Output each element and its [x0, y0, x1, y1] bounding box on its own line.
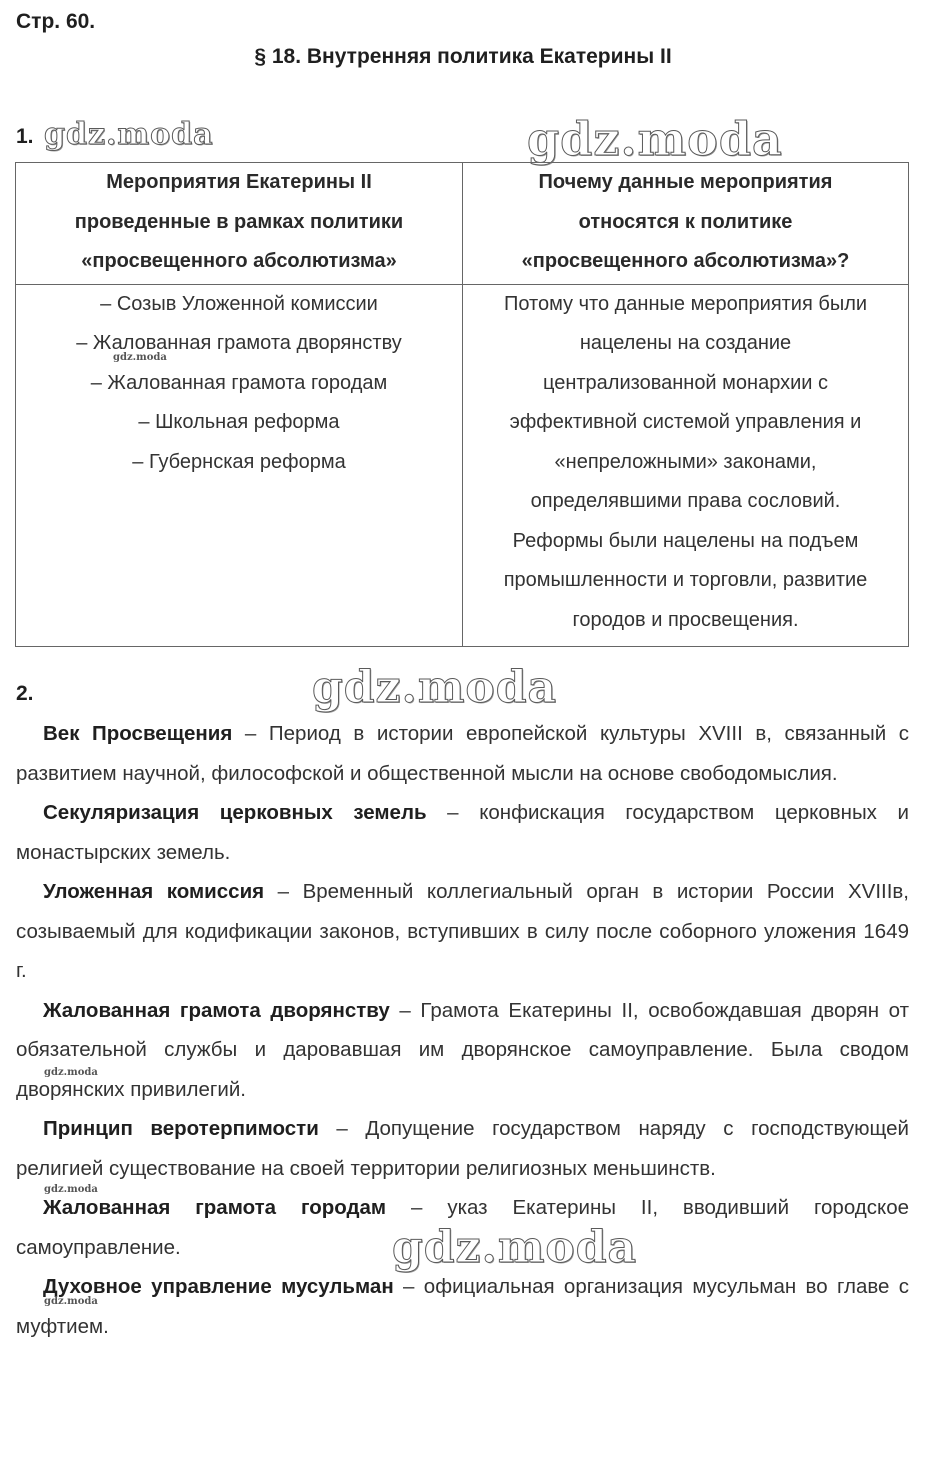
watermark: gdz.moda	[527, 112, 783, 166]
definition-term: Духовное управление мусульман	[43, 1275, 394, 1298]
header-line: «просвещенного абсолютизма»	[81, 250, 397, 272]
definition-item	[16, 1109, 909, 1188]
watermark: gdz.moda	[392, 1222, 638, 1273]
definition-text: – указ Екатерины II, вводивший городское самоуправление.	[16, 1196, 909, 1259]
explanation-line: Потому что данные мероприятия были	[503, 292, 868, 315]
definition-item	[16, 793, 909, 872]
definition-text: – конфискация государством церковных и монастырских земель.	[16, 801, 909, 864]
definition-item	[16, 714, 909, 793]
definition-item	[16, 872, 909, 991]
list-item: – Губернская реформа	[132, 450, 346, 473]
definition-text: – Допущение государством наряду с господствующей религией существование на своей территории религиозных меньшинств.	[16, 1117, 909, 1180]
definition-text: – Грамота Екатерины II, освобождавшая дворян от обязательной службы и даровавшая им дворянское самоуправление. Была сводом дворянских привилегий.	[16, 998, 909, 1101]
explanation-cell	[463, 284, 909, 647]
table-row	[16, 284, 909, 647]
header-line: Почему данные мероприятия	[538, 171, 833, 193]
header-line: «просвещенного абсолютизма»?	[521, 250, 850, 272]
list-item: – Жалованная грамота городам	[90, 371, 388, 394]
section-title: § 18. Внутренняя политика Екатерины II	[254, 45, 672, 68]
explanation-line: централизованной монархии с	[542, 371, 829, 394]
table-header-row	[16, 163, 909, 285]
header-line: проведенные в рамках политики	[74, 210, 404, 233]
watermark: gdz.moda	[44, 1296, 98, 1307]
explanation-line: определявшими права сословий.	[530, 490, 841, 512]
list-item: – Жалованная грамота дворянству	[76, 332, 402, 354]
definition-text: – Период в истории европейской культуры XVIII в, связанный с развитием научной, философской и общественной мысли на основе свободомыслия.	[16, 722, 909, 785]
definition-item	[16, 1267, 909, 1346]
explanation-line: нацелены на создание	[579, 332, 792, 354]
watermark: gdz.moda	[312, 662, 558, 713]
watermark: gdz.moda	[113, 352, 167, 363]
definition-text: – Временный коллегиальный орган в истории России XVIIIв, созываемый для кодификации законов, вступивших в силу после соборного уложения 1649 г.	[16, 880, 910, 982]
explanation-line: промышленности и торговли, развитие	[503, 569, 868, 591]
definition-term: Век Просвещения	[43, 722, 233, 745]
definition-term: Уложенная комиссия	[43, 880, 265, 903]
answer-table	[15, 162, 909, 647]
explanation-line: эффективной системой управления и	[509, 411, 862, 433]
header-line: относятся к политике	[578, 210, 793, 233]
definition-term: Принцип веротерпимости	[43, 1117, 319, 1140]
definition-item	[16, 991, 909, 1110]
definition-term: Секуляризация церковных земель	[43, 801, 427, 824]
explanation-line: Реформы были нацелены на подъем	[512, 529, 859, 552]
explanation-line: городов и просвещения.	[572, 608, 799, 631]
header-reasons	[463, 163, 909, 285]
definition-term: Жалованная грамота городам	[43, 1196, 387, 1219]
header-line: Мероприятия Екатерины II	[106, 171, 372, 193]
explanation-line: «непреложными» законами,	[554, 450, 817, 473]
watermark: gdz.moda	[44, 1067, 98, 1078]
list-item: – Созыв Уложенной комиссии	[100, 292, 378, 315]
task-1-number: 1.	[16, 125, 34, 148]
watermark: gdz.moda	[44, 1184, 98, 1195]
page-number: Стр. 60.	[16, 10, 96, 33]
watermark: gdz.moda	[44, 117, 214, 152]
header-measures	[16, 163, 463, 285]
definition-text: – официальная организация мусульман во главе с муфтием.	[16, 1275, 909, 1338]
measures-cell	[16, 284, 463, 647]
list-item: – Школьная реформа	[138, 411, 340, 433]
task-2-number: 2.	[16, 682, 34, 705]
definition-term: Жалованная грамота дворянству	[43, 998, 390, 1022]
